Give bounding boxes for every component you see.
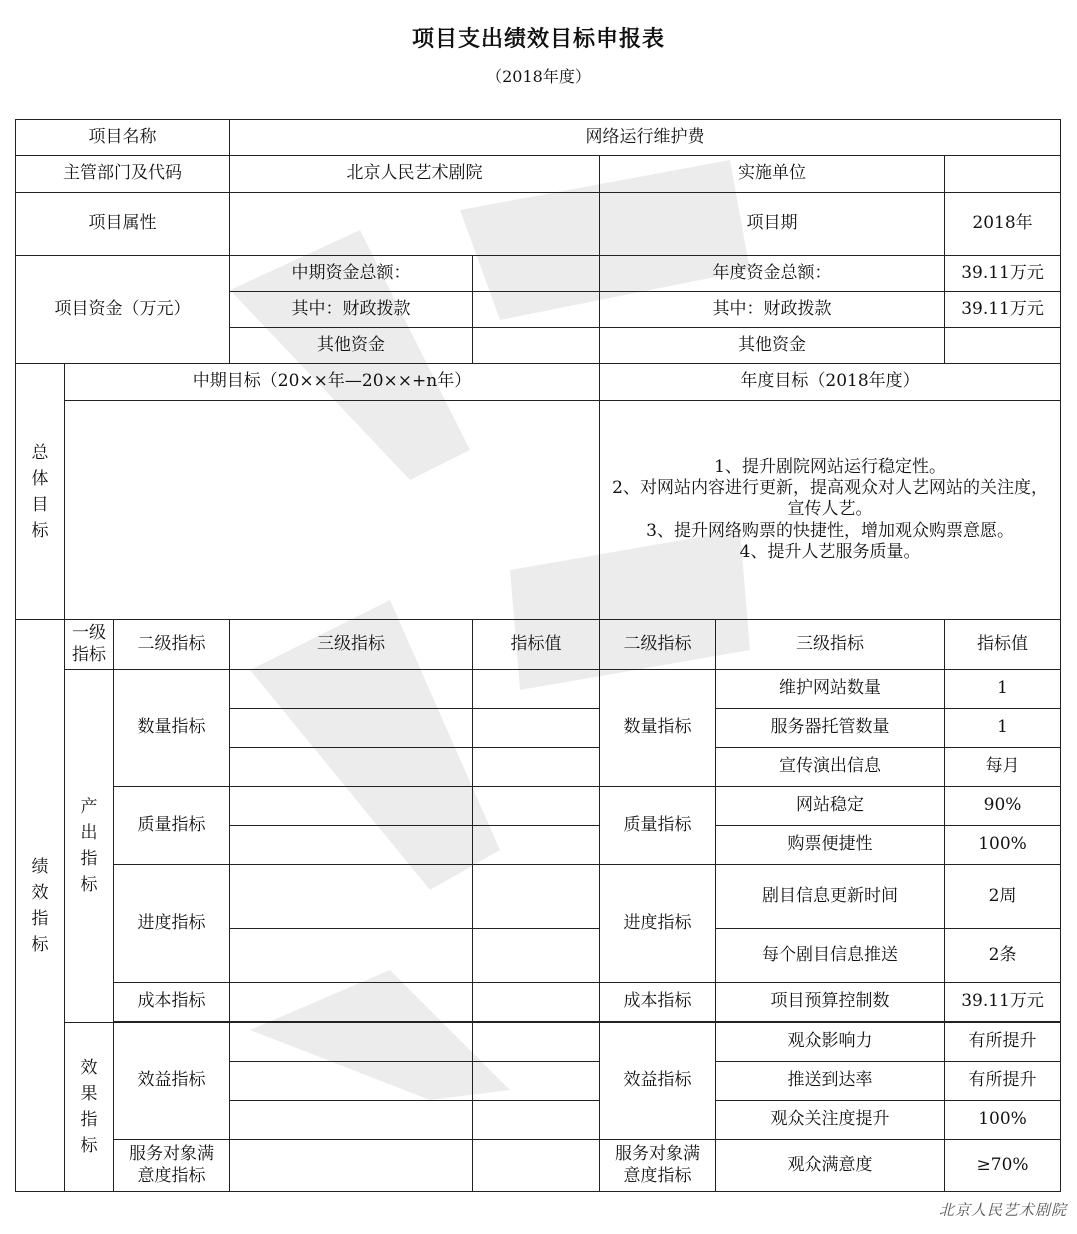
indicator-name: 观众影响力 [716, 1023, 945, 1062]
mid-goal-header: 中期目标（20××年—20××+n年） [65, 364, 600, 401]
empty-cell [473, 748, 600, 787]
indicator-name: 维护网站数量 [716, 670, 945, 709]
annual-goal-item: 3、提升网络购票的快捷性，增加观众购票意愿。 [646, 520, 1014, 541]
empty-cell [230, 670, 473, 709]
quality-label-left: 质量指标 [114, 787, 230, 865]
finance-mid-label: 其中：财政拨款 [230, 292, 473, 328]
document-subtitle: （2018年度） [486, 67, 591, 86]
benefit-label-right: 效益指标 [600, 1023, 716, 1140]
empty-cell [473, 826, 600, 865]
annual-goal-item: 2、对网站内容进行更新，提高观众对人艺网站的关注度，宣传人艺。 [612, 478, 1048, 520]
benefit-label-left: 效益指标 [114, 1023, 230, 1140]
empty-cell [230, 709, 473, 748]
indicator-name: 剧目信息更新时间 [716, 865, 945, 929]
project-name-label: 项目名称 [16, 120, 230, 156]
annual-total-value: 39.11万元 [945, 256, 1061, 292]
attribute-value [230, 193, 600, 256]
mid-total-value [473, 256, 600, 292]
finance-annual-value: 39.11万元 [945, 292, 1061, 328]
empty-cell [230, 865, 473, 929]
indicator-value: 2周 [945, 865, 1061, 929]
empty-cell [473, 1062, 600, 1101]
annual-goal-item: 4、提升人艺服务质量。 [739, 541, 921, 562]
department-value: 北京人民艺术剧院 [230, 156, 600, 193]
indicator-value: 有所提升 [945, 1062, 1061, 1101]
indicator-name: 宣传演出信息 [716, 748, 945, 787]
indicator-value: 100% [945, 826, 1061, 865]
effect-indicator-label: 效果指标 [65, 1023, 114, 1192]
perf-indicator-label: 绩效指标 [16, 620, 65, 1192]
empty-cell [473, 709, 600, 748]
empty-cell [230, 1101, 473, 1140]
empty-cell [473, 1023, 600, 1062]
indicator-value: 2条 [945, 929, 1061, 983]
attribute-label: 项目属性 [16, 193, 230, 256]
empty-cell [230, 826, 473, 865]
indicator-name: 网站稳定 [716, 787, 945, 826]
satisfaction-label-left: 服务对象满意度指标 [114, 1140, 230, 1192]
indicator-value: 90% [945, 787, 1061, 826]
finance-mid-value [473, 292, 600, 328]
level1-header: 一级指标 [65, 620, 114, 670]
value-header-left: 指标值 [473, 620, 600, 670]
empty-cell [230, 929, 473, 983]
other-annual-label: 其他资金 [600, 328, 945, 364]
empty-cell [473, 670, 600, 709]
annual-goal-content [600, 401, 1061, 620]
other-mid-label: 其他资金 [230, 328, 473, 364]
implementer-label: 实施单位 [600, 156, 945, 193]
empty-cell [230, 1140, 473, 1192]
indicator-name: 服务器托管数量 [716, 709, 945, 748]
other-annual-value [945, 328, 1061, 364]
empty-cell [230, 1023, 473, 1062]
quantity-label-left: 数量指标 [114, 670, 230, 787]
indicator-name: 推送到达率 [716, 1062, 945, 1101]
quantity-label-right: 数量指标 [600, 670, 716, 787]
annual-goal-item: 1、提升剧院网站运行稳定性。 [714, 456, 946, 477]
funds-label: 项目资金（万元） [16, 256, 230, 364]
performance-table [15, 119, 1061, 1192]
empty-cell [230, 1062, 473, 1101]
mid-goal-content [65, 401, 600, 620]
indicator-name: 购票便捷性 [716, 826, 945, 865]
cost-label-right: 成本指标 [600, 983, 716, 1022]
theatre-signature-stamp: 北京人民艺术剧院 [938, 1201, 1067, 1219]
level2-header-right: 二级指标 [600, 620, 716, 670]
empty-cell [473, 1140, 600, 1192]
level2-header-left: 二级指标 [114, 620, 230, 670]
quality-label-right: 质量指标 [600, 787, 716, 865]
empty-cell [473, 1101, 600, 1140]
empty-cell [473, 929, 600, 983]
finance-annual-label: 其中：财政拨款 [600, 292, 945, 328]
mid-total-label: 中期资金总额： [230, 256, 473, 292]
overall-goal-label: 总体目标 [16, 364, 65, 620]
project-name-value: 网络运行维护费 [230, 120, 1061, 156]
department-label: 主管部门及代码 [16, 156, 230, 193]
indicator-value: 100% [945, 1101, 1061, 1140]
satisfaction-label-right: 服务对象满意度指标 [600, 1140, 716, 1192]
indicator-value: 1 [945, 670, 1061, 709]
indicator-value: 39.11万元 [945, 983, 1061, 1022]
implementer-value [945, 156, 1061, 193]
indicator-name: 每个剧目信息推送 [716, 929, 945, 983]
indicator-value: ≥70% [945, 1140, 1061, 1192]
indicator-name: 观众关注度提升 [716, 1101, 945, 1140]
period-label: 项目期 [600, 193, 945, 256]
document-title: 项目支出绩效目标申报表 [411, 26, 665, 52]
other-mid-value [473, 328, 600, 364]
empty-cell [230, 787, 473, 826]
progress-label-right: 进度指标 [600, 865, 716, 983]
indicator-name: 观众满意度 [716, 1140, 945, 1192]
empty-cell [473, 865, 600, 929]
level3-header-right: 三级指标 [716, 620, 945, 670]
annual-goal-header: 年度目标（2018年度） [600, 364, 1061, 401]
progress-label-left: 进度指标 [114, 865, 230, 983]
level3-header-left: 三级指标 [230, 620, 473, 670]
empty-cell [230, 748, 473, 787]
value-header-right: 指标值 [945, 620, 1061, 670]
output-indicator-label: 产出指标 [65, 670, 114, 1023]
empty-cell [473, 787, 600, 826]
indicator-value: 有所提升 [945, 1023, 1061, 1062]
indicator-name: 项目预算控制数 [716, 983, 945, 1022]
cost-label-left: 成本指标 [114, 983, 230, 1022]
empty-cell [473, 983, 600, 1022]
annual-total-label: 年度资金总额： [600, 256, 945, 292]
indicator-value: 1 [945, 709, 1061, 748]
empty-cell [230, 983, 473, 1022]
period-value: 2018年 [945, 193, 1061, 256]
indicator-value: 每月 [945, 748, 1061, 787]
